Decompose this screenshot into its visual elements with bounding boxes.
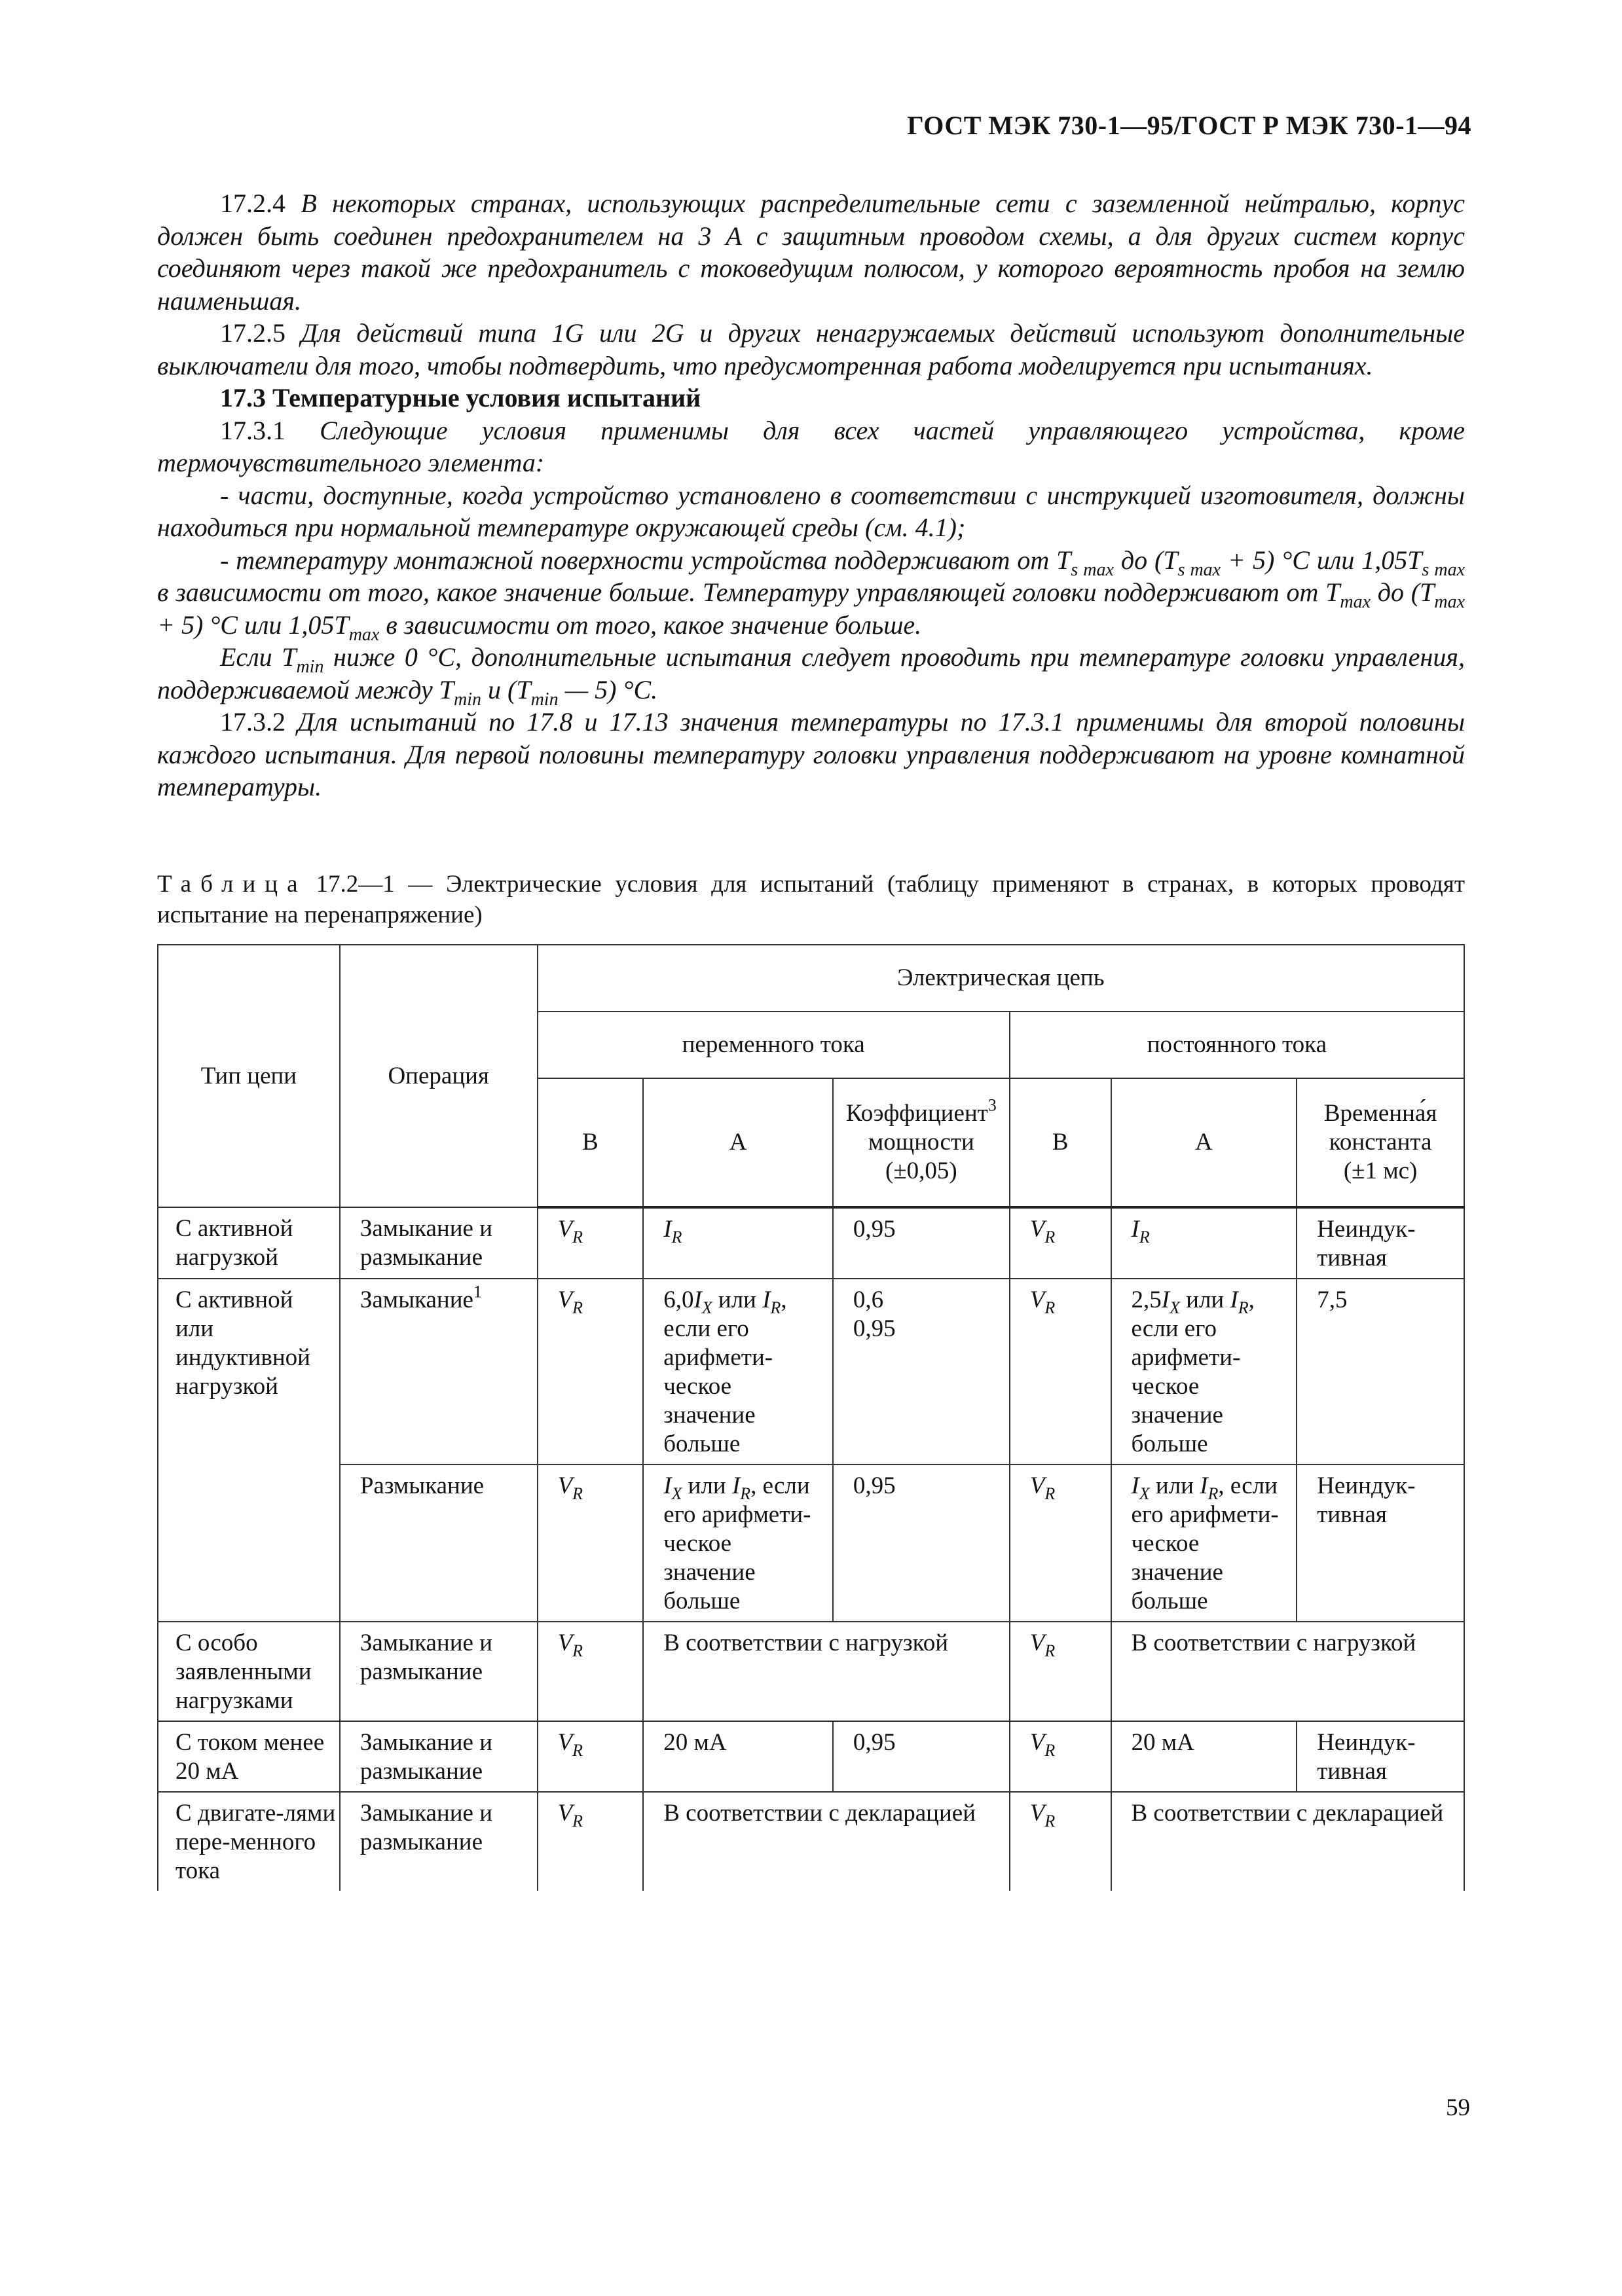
page-number: 59 xyxy=(1446,2094,1470,2121)
header-dc-volts: В xyxy=(1010,1078,1111,1207)
table-row: С двигате-лями пере-менного тока Замыкание и размыкание $V_R$ В соответствии с декларацией $V_R$ В соответствии с декларацией xyxy=(158,1792,1464,1891)
header-ac-power-factor: Коэффициент$^3$ мощности (±0,05) xyxy=(833,1078,1010,1207)
table-row: Размыкание $V_R$ $I_X$ или $I_R$, если его арифмети-ческое значение больше 0,95 $V_R$ $I_X$ или $I_R$, если его арифмети-ческое значение больше Неиндук-тивная xyxy=(158,1465,1464,1622)
header-operation: Операция xyxy=(340,945,538,1207)
header-dc-amps: А xyxy=(1111,1078,1297,1207)
paragraph-17-3-1-bullet-1: - части, доступные, когда устройство установлено в соответствии с инструкцией изготовителя, должны находиться при нормальной температуре окружающей среды (см. 4.1); xyxy=(157,480,1465,542)
header-dc-time-constant: Временна́я константа (±1 мс) xyxy=(1297,1078,1464,1207)
header-ac-volts: В xyxy=(538,1078,644,1207)
header-ac: переменного тока xyxy=(538,1011,1010,1078)
table-row: С активной или индуктивной нагрузкой Замыкание$^1$ $V_R$ $6,0I_X$ или $I_R$, если его арифмети-ческое значение больше 0,6 0,95 $V_R$ $2,5I_X$ или $I_R$, если его арифмети-ческое значение больше 7,5 xyxy=(158,1279,1464,1465)
paragraph-17-3-1-bullet-2: - температуру монтажной поверхности устройства поддерживают от $T_{s max}$ до $(T_{s max} + 5)$ °С или $1,05T_{s max}$ в зависимости от того, какое значение больше. Температуру управляющей головки поддерживают от $T_{max}$ до $(T_{max} + 5)$ °С или $1,05T_{max}$ в зависимости от того, какое значение больше. xyxy=(157,545,1465,645)
table-caption: Таблица 17.2—1 — Электрические условия для испытаний (таблицу применяют в странах, в которых проводят испытание на перенапряжение) xyxy=(157,871,1465,928)
paragraph-17-3-1: 17.3.1 Следующие условия применимы для всех частей управляющего устройства, кроме термочувствительного элемента: xyxy=(157,415,1465,477)
paragraph-17-3-1-note: Если $T_{min}$ ниже 0 °С, дополнительные испытания следует проводить при температуре головки управления, поддерживаемой между $T_{min}$ и ($T_{min}$ — 5) °С. xyxy=(157,642,1465,710)
header-dc: постоянного тока xyxy=(1010,1011,1464,1078)
header-circuit-type: Тип цепи xyxy=(158,945,340,1207)
section-title-17-3: 17.3 Температурные условия испытаний xyxy=(220,383,701,412)
document-code-header: ГОСТ МЭК 730-1—95/ГОСТ Р МЭК 730-1—94 xyxy=(907,111,1471,140)
header-electrical-circuit: Электрическая цепь xyxy=(538,945,1464,1011)
main-text xyxy=(157,187,1465,803)
paragraph-17-2-5: 17.2.5 Для действий типа 1G или 2G и других ненагружаемых действий используют дополнительные выключатели для того, чтобы подтвердить, что предусмотренная работа моделируется при испытаниях. xyxy=(157,318,1465,380)
paragraph-17-2-4: 17.2.4 В некоторых странах, использующих распределительные сети с заземленной нейтралью, корпус должен быть соединен предохранителем на 3 А с защитным проводом схемы, а для других систем корпус соединяют через такой же предохранитель с токоведущим полюсом, у которого вероятность пробоя на землю наименьшая. xyxy=(157,189,1465,316)
table-row: С активной нагрузкой Замыкание и размыкание $V_R$ $I_R$ 0,95 $V_R$ $I_R$ Неиндук-тивная xyxy=(158,1207,1464,1279)
table-row: С особо заявленными нагрузками Замыкание и размыкание $V_R$ В соответствии с нагрузкой $V_R$ В соответствии с нагрузкой xyxy=(158,1622,1464,1721)
table-row: С током менее 20 мА Замыкание и размыкание $V_R$ 20 мА 0,95 $V_R$ 20 мА Неиндук-тивная xyxy=(158,1721,1464,1792)
electrical-test-conditions-table xyxy=(157,944,1465,1891)
paragraph-17-3-2: 17.3.2 Для испытаний по 17.8 и 17.13 значения температуры по 17.3.1 применимы для второй половины каждого испытания. Для первой половины температуру головки управления поддерживают на уровне комнатной температуры. xyxy=(157,707,1465,801)
header-ac-amps: А xyxy=(643,1078,833,1207)
